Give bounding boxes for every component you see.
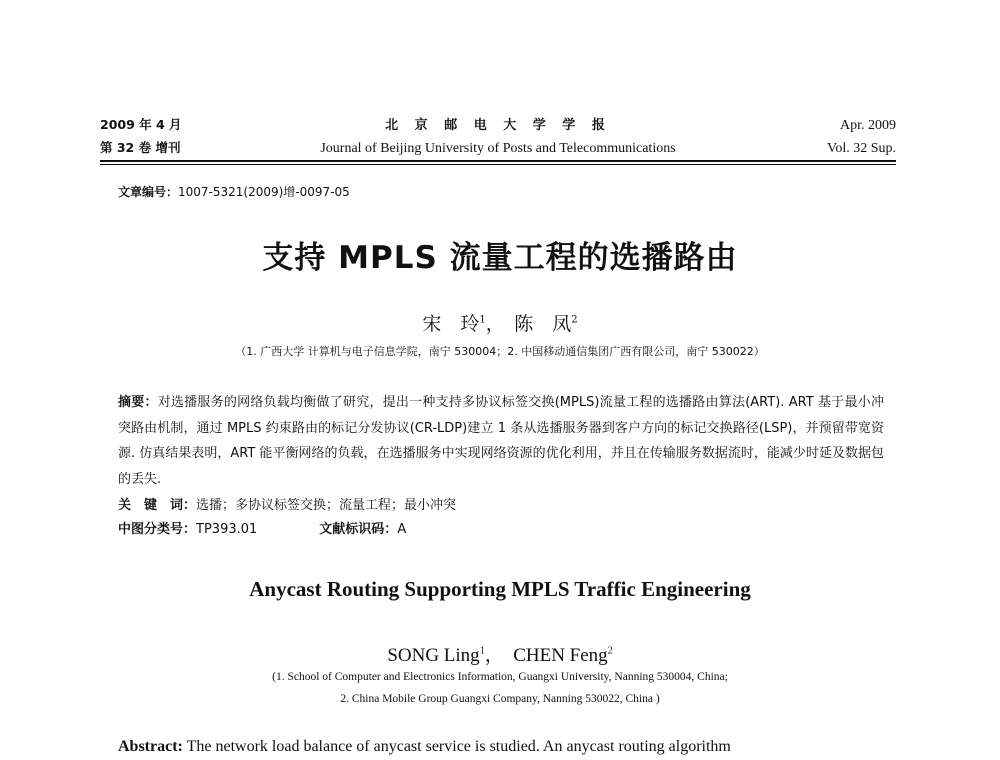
clc-value: TP393.01 [196, 522, 258, 537]
header-rule-thin [100, 164, 896, 165]
title-cn: 支持 MPLS 流量工程的选播路由 [262, 240, 738, 276]
abstract-en-text: The network load balance of anycast service is studied. An anycast routing algorithm [182, 738, 731, 755]
author-affiliation-mark: 2 [607, 645, 613, 657]
author-affiliation-mark: 1 [479, 314, 486, 326]
keywords-cn [118, 494, 884, 513]
article-number-label: 文章编号： [118, 185, 179, 199]
issue-date-cn: 2009 年 4 月 [100, 117, 182, 132]
issue-date-en: Apr. 2009 [840, 118, 896, 133]
abstract-cn [118, 390, 884, 492]
title-en: Anycast Routing Supporting MPLS Traffic Engineering [249, 577, 751, 601]
author-separator: ， [485, 313, 515, 335]
affiliation-en-2: 2. China Mobile Group Guangxi Company, Nanning 530022, China ) [340, 693, 660, 705]
keywords-cn-text: 选播；多协议标签交换；流量工程；最小冲突 [196, 498, 457, 513]
doc-code-label: 文献标识码： [319, 522, 398, 537]
affiliation-en-1: (1. School of Computer and Electronics Information, Guangxi University, Nanning 530004, China; [272, 671, 728, 683]
author-name: 陈 凤 [514, 313, 572, 335]
abstract-en-label: Abstract: [118, 738, 183, 755]
running-header [100, 114, 896, 160]
author-name: CHEN Feng [513, 645, 608, 666]
article-number [118, 183, 350, 200]
authors-en [0, 640, 1000, 667]
authors-cn [0, 309, 1000, 336]
header-rule-thick [100, 160, 896, 162]
article-number-value: 1007-5321(2009)增-0097-05 [178, 185, 350, 199]
abstract-en [118, 738, 884, 756]
affiliation-cn: （1. 广西大学 计算机与电子信息学院，南宁 530004；2. 中国移动通信集团广西有限公司，南宁 530022） [235, 345, 765, 358]
author-affiliation-mark: 1 [479, 645, 485, 657]
volume-en: Vol. 32 Sup. [827, 141, 896, 156]
author-separator: ， [484, 645, 514, 666]
abstract-cn-label: 摘要： [118, 395, 158, 410]
classification-line [118, 518, 884, 537]
keywords-cn-label: 关 键 词： [118, 498, 197, 513]
journal-name-cn: 北 京 邮 电 大 学 学 报 [385, 118, 611, 133]
author-name: SONG Ling [387, 645, 480, 666]
volume-cn: 第 32 卷 增刊 [100, 140, 181, 155]
doc-code-value: A [397, 522, 407, 537]
journal-name-en: Journal of Beijing University of Posts and Telecommunications [320, 141, 676, 156]
author-affiliation-mark: 2 [571, 314, 578, 326]
clc-label: 中图分类号： [118, 522, 197, 537]
abstract-cn-text: 对选播服务的网络负载均衡做了研究，提出一种支持多协议标签交换(MPLS)流量工程的选播路由算法(ART). ART 基于最小冲突路由机制，通过 MPLS 约束路由的标记分发协议(CR-LDP)建立 1 条从选播服务器到客户方向的标记交换路径(LSP)，并预留带宽资源. 仿真结果表明，ART 能平衡网络的负载，在选播服务中实现网络资源的优化利用，并且在传输服务数据流时，能减少时延及数据包的丢失. [118, 395, 884, 487]
author-name: 宋 玲 [422, 313, 480, 335]
